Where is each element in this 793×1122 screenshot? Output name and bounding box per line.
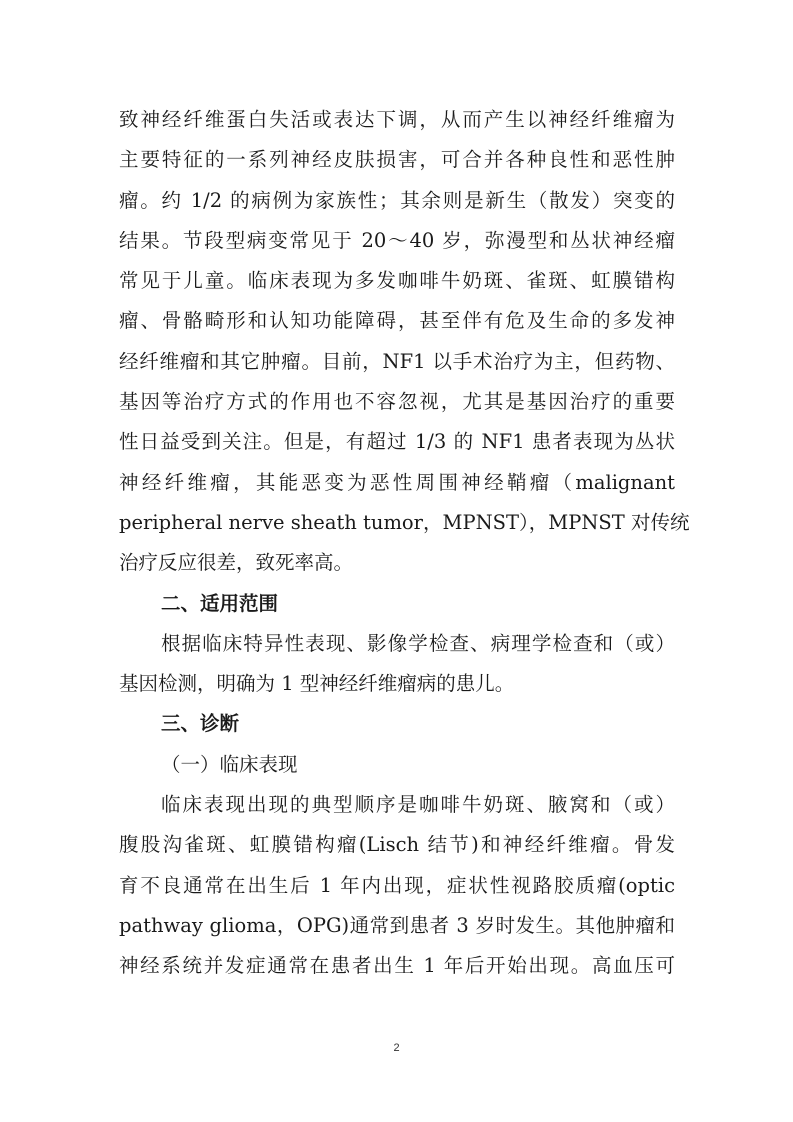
body-line: 治疗反应很差，致死率高。 [119, 551, 354, 575]
body-line: 瘤。约 1/2 的病例为家族性；其余则是新生（散发）突变的 [119, 188, 675, 212]
body-line: peripheral nerve sheath tumor，MPNST），MPNST 对传统 [119, 510, 690, 534]
body-line: 性日益受到关注。但是，有超过 1/3 的 NF1 患者表现为丛状 [119, 430, 675, 454]
page-number: 2 [393, 1042, 400, 1054]
body-line: 经纤维瘤和其它肿瘤。目前，NF1 以手术治疗为主，但药物、 [119, 349, 675, 373]
body-line: 基因检测，明确为 1 型神经纤维瘤病的患儿。 [119, 672, 515, 696]
body-line: pathway glioma，OPG)通常到患者 3 岁时发生。其他肿瘤和 [119, 913, 675, 937]
body-line: 腹股沟雀斑、虹膜错构瘤(Lisch 结节)和神经纤维瘤。骨发 [119, 833, 675, 857]
body-line: 根据临床特异性表现、影像学检查、病理学检查和（或） [161, 631, 675, 655]
body-line: 结果。节段型病变常见于 20～40 岁，弥漫型和丛状神经瘤 [119, 228, 675, 252]
body-line: 神经纤维瘤，其能恶变为恶性周围神经鞘瘤（malignant [119, 470, 675, 494]
document-body [119, 100, 690, 987]
body-line: 临床表现出现的典型顺序是咖啡牛奶斑、腋窝和（或） [161, 793, 675, 817]
section-heading-scope: 二、适用范围 [161, 591, 279, 615]
body-line: 瘤、骨骼畸形和认知功能障碍，甚至伴有危及生命的多发神 [119, 309, 675, 333]
body-line: 基因等治疗方式的作用也不容忽视，尤其是基因治疗的重要 [119, 390, 675, 414]
subsection-heading-clinical: （一）临床表现 [161, 752, 298, 776]
body-line: 主要特征的一系列神经皮肤损害，可合并各种良性和恶性肿 [119, 148, 675, 172]
body-line: 育不良通常在出生后 1 年内出现，症状性视路胶质瘤(optic [119, 873, 675, 897]
body-line: 致神经纤维蛋白失活或表达下调，从而产生以神经纤维瘤为 [119, 108, 675, 131]
body-line: 神经系统并发症通常在患者出生 1 年后开始出现。高血压可 [119, 954, 675, 978]
section-heading-diagnosis: 三、诊断 [161, 712, 240, 736]
body-line: 常见于儿童。临床表现为多发咖啡牛奶斑、雀斑、虹膜错构 [119, 269, 675, 293]
